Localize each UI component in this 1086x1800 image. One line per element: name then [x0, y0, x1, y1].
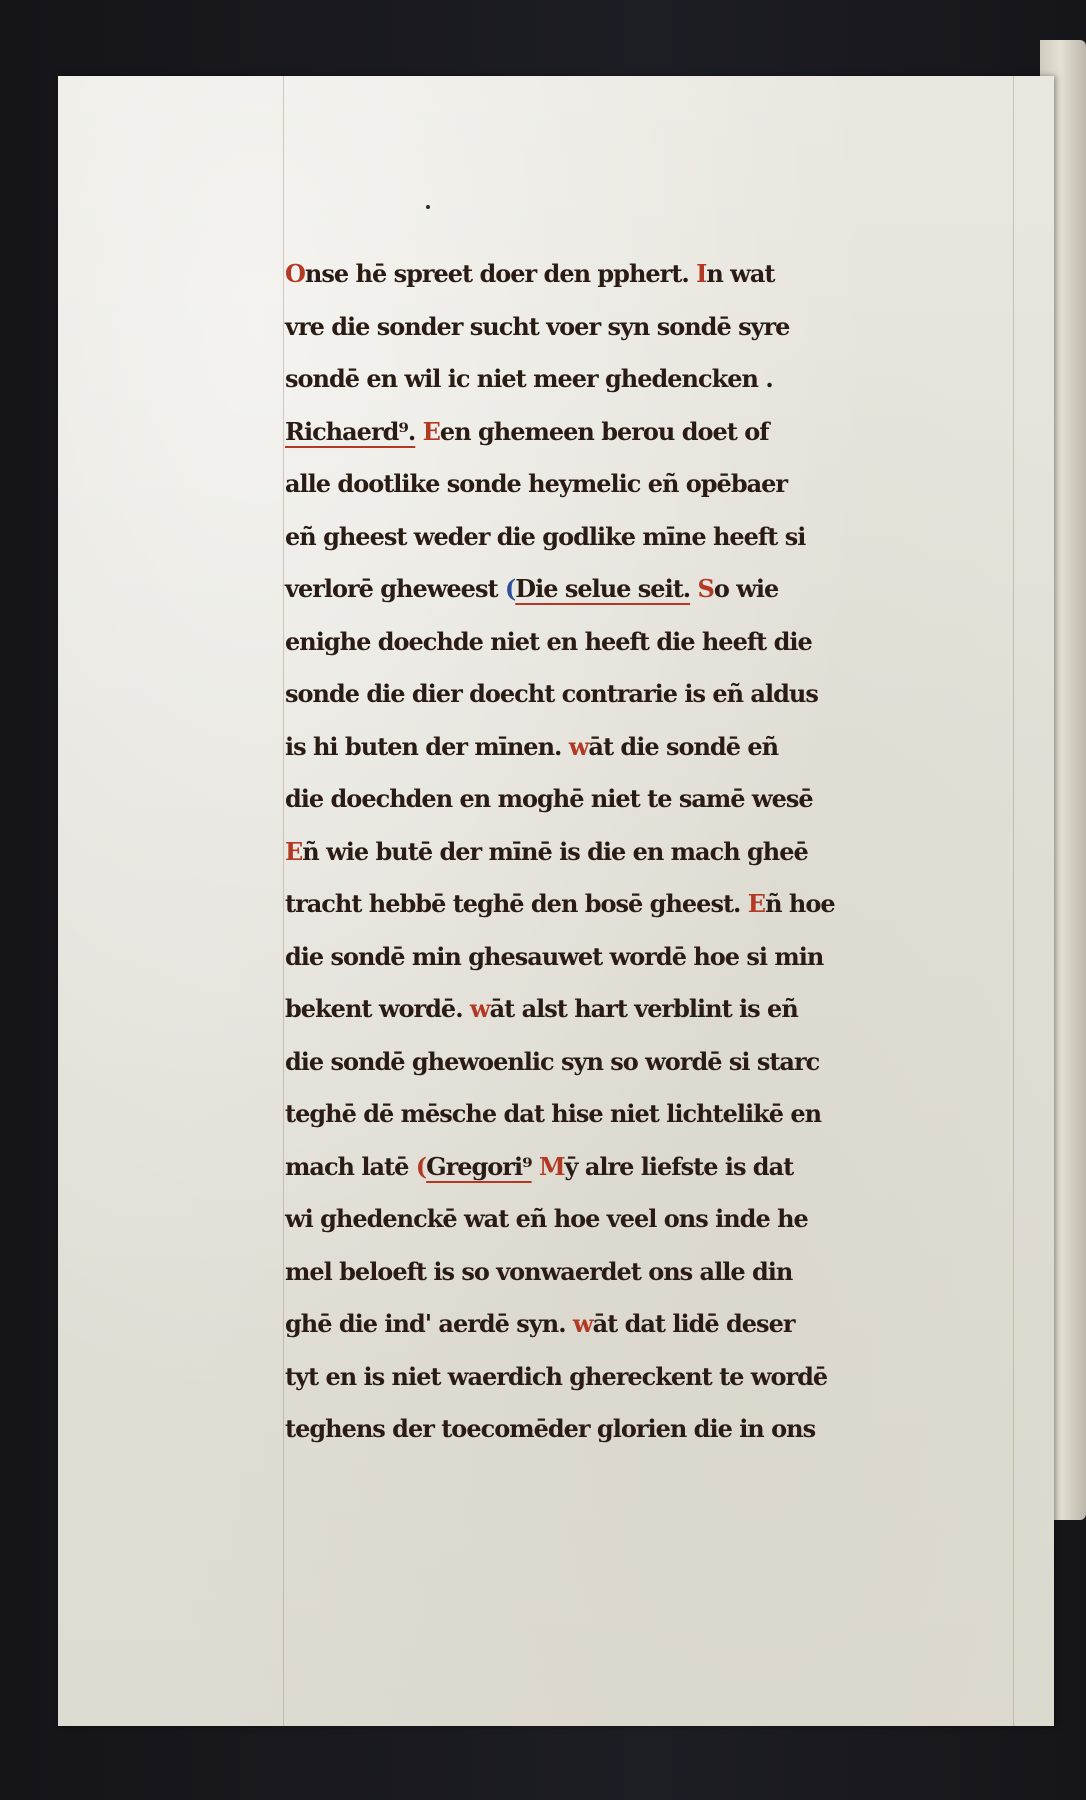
- text-segment: sonde die dier doecht contrarie is eñ aldus: [285, 679, 818, 708]
- ink-speck: [426, 205, 430, 209]
- text-segment: mach latē: [285, 1151, 416, 1181]
- text-segment: en ghemeen berou doet of: [439, 416, 769, 446]
- text-segment: ñ hoe: [765, 889, 835, 918]
- rubric-name: Die selue seit.: [515, 574, 691, 603]
- text-segment: teghē dē mēsche dat hise niet lichtelikē en: [285, 1099, 822, 1128]
- text-segment: o wie: [713, 574, 779, 603]
- rubric-name: Gregori⁹: [426, 1151, 532, 1181]
- text-line: [285, 931, 1045, 984]
- text-line: [285, 406, 1045, 459]
- text-segment: mel beloeft is so vonwaerdet ons alle din: [285, 1256, 793, 1286]
- text-line: [285, 301, 1045, 354]
- text-segment: alle dootlike sonde heymelic eñ opēbaer: [285, 469, 788, 498]
- text-line: [285, 1246, 1045, 1299]
- text-segment: n wat: [706, 259, 775, 288]
- text-segment: vre die sonder sucht voer syn sondē syre: [285, 311, 790, 341]
- text-line: [285, 1036, 1045, 1089]
- text-segment: die sondē min ghesauwet wordē hoe si min: [285, 941, 824, 971]
- red-initial: w: [572, 1309, 593, 1338]
- text-segment: bekent wordē.: [285, 994, 470, 1023]
- text-line: [285, 458, 1045, 511]
- text-line: [285, 563, 1045, 616]
- red-initial: E: [747, 889, 766, 918]
- text-line: [285, 668, 1045, 721]
- text-segment: sondē en wil ic niet meer ghedencken .: [285, 364, 773, 393]
- text-line: [285, 1351, 1045, 1404]
- text-segment: [532, 1152, 539, 1181]
- red-initial: E: [422, 416, 440, 446]
- text-line: [285, 1403, 1045, 1456]
- text-line: [285, 616, 1045, 669]
- text-line: [285, 878, 1045, 931]
- text-line: [285, 511, 1045, 564]
- text-segment: [415, 417, 422, 446]
- text-segment: die sondē ghewoenlic syn so wordē si starc: [285, 1046, 820, 1076]
- text-segment: ñ wie butē der mīnē is die en mach gheē: [302, 836, 808, 866]
- text-line: [285, 1193, 1045, 1246]
- rubric-name: Richaerd⁹.: [285, 416, 416, 446]
- text-line: [285, 248, 1045, 301]
- text-line: [285, 1298, 1045, 1351]
- red-initial: w: [568, 731, 589, 761]
- text-segment: āt alst hart verblint is eñ: [489, 994, 798, 1023]
- red-initial: I: [696, 259, 707, 288]
- text-segment: nse hē spreet doer den pphert.: [304, 259, 697, 288]
- text-line: [285, 826, 1045, 879]
- text-line: [285, 1141, 1045, 1194]
- text-line: [285, 983, 1045, 1036]
- red-initial: S: [697, 574, 714, 603]
- blue-initial: (: [504, 574, 516, 603]
- red-initial: O: [285, 259, 305, 288]
- red-initial: w: [469, 994, 490, 1023]
- text-segment: die doechden en moghē niet te samē wesē: [285, 784, 813, 813]
- red-initial: M: [538, 1151, 565, 1181]
- text-line: [285, 721, 1045, 774]
- text-segment: āt dat lidē deser: [592, 1309, 795, 1338]
- text-segment: āt die sondē eñ: [588, 731, 779, 761]
- text-segment: tyt en is niet waerdich ghereckent te wordē: [285, 1361, 828, 1391]
- red-initial: E: [285, 836, 303, 866]
- text-segment: verlorē gheweest: [285, 574, 505, 603]
- text-segment: [690, 574, 697, 603]
- text-segment: ȳ alre liefste is dat: [564, 1151, 794, 1181]
- text-line: [285, 353, 1045, 406]
- text-segment: eñ gheest weder die godlike mīne heeft si: [285, 521, 806, 551]
- text-segment: wi ghedenckē wat eñ hoe veel ons inde he: [285, 1204, 808, 1233]
- text-line: [285, 773, 1045, 826]
- red-initial: (: [415, 1151, 427, 1181]
- manuscript-page: [58, 76, 1054, 1726]
- manuscript-text-block: [285, 248, 1045, 1456]
- text-line: [285, 1088, 1045, 1141]
- text-segment: teghens der toecomēder glorien die in ons: [285, 1414, 816, 1443]
- text-segment: ghē die ind' aerdē syn.: [285, 1309, 573, 1338]
- text-segment: enighe doechde niet en heeft die heeft die: [285, 626, 812, 656]
- text-segment: is hi buten der mīnen.: [285, 731, 569, 761]
- left-margin-ruling: [283, 76, 284, 1726]
- text-segment: tracht hebbē teghē den bosē gheest.: [285, 889, 748, 918]
